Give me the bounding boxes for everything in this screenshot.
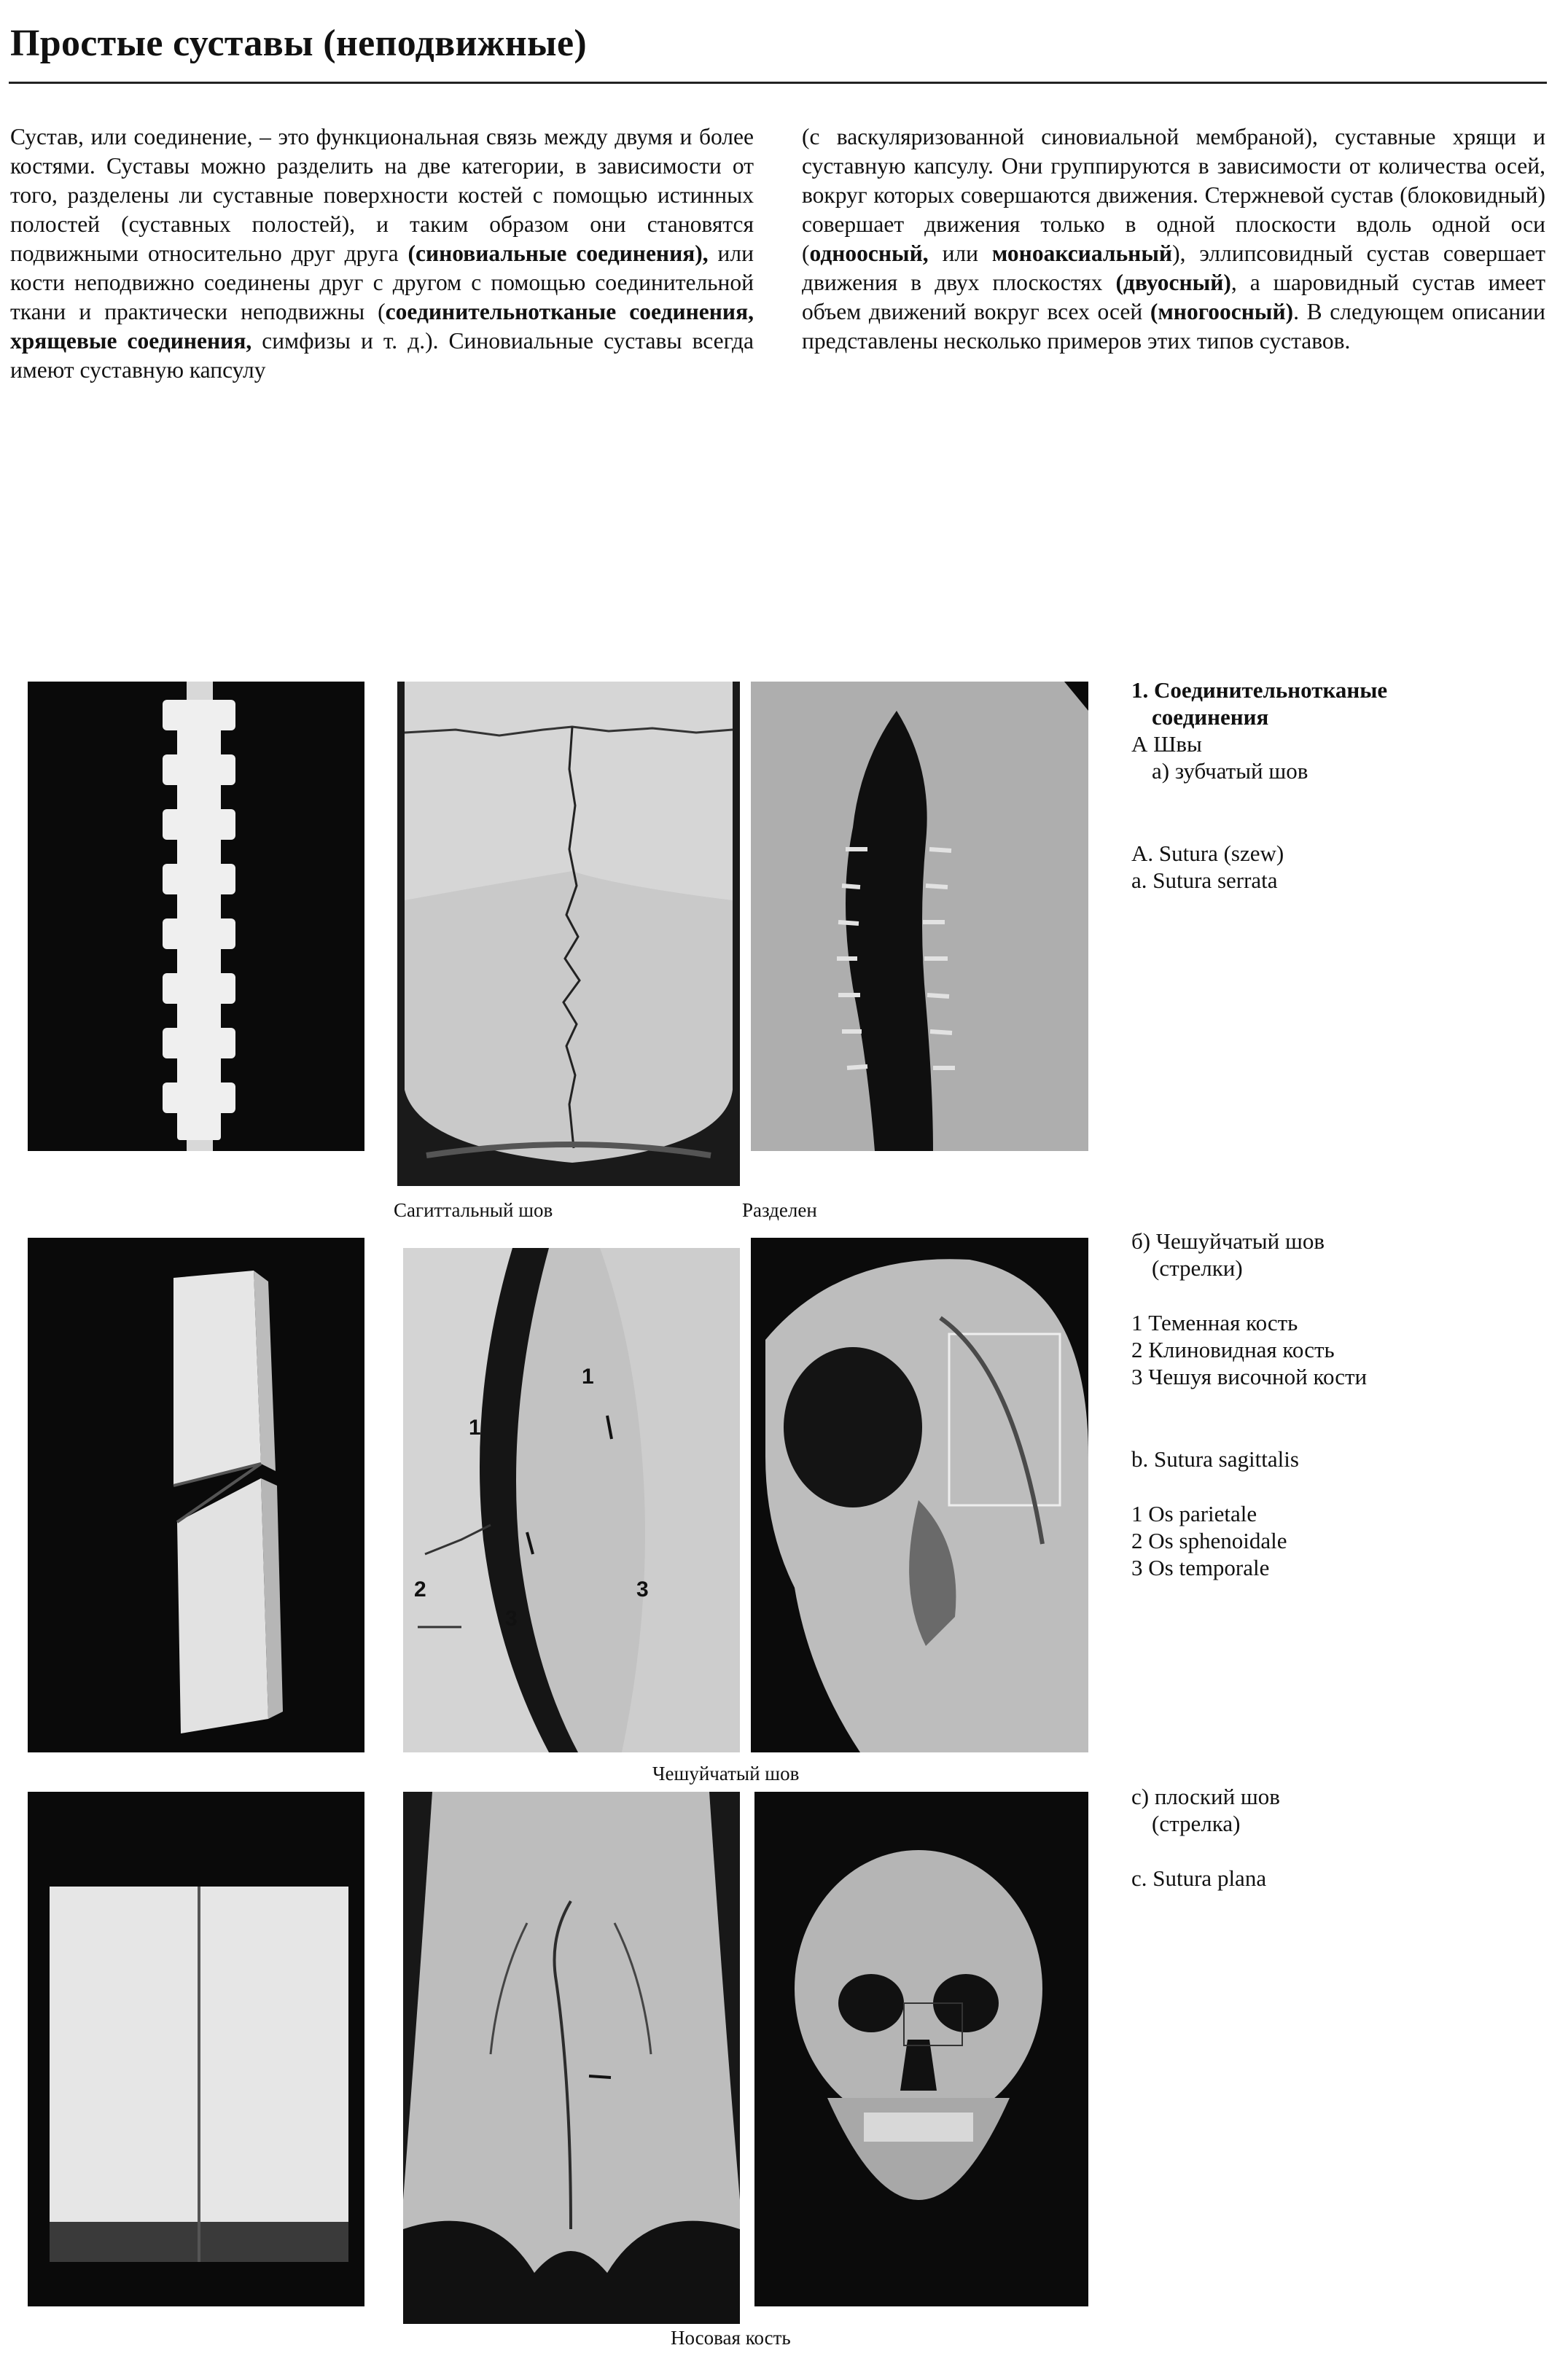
text-run: симфизы и т. д.). Синовиальные суставы всегда имеют суставную капсулу [10,328,754,383]
section-heading-cont: соединения [1152,704,1269,730]
text-run: , а шаровидный сустав имеет объем движений вокруг всех осей [802,270,1545,324]
list-item: 1 Теменная кость [1131,1310,1298,1335]
squamous-model-photo [28,1238,364,1752]
item-a-ru: А Швы [1131,731,1202,757]
intro-text-left [10,122,754,385]
bold-term: (многоосный) [1150,299,1294,324]
item-a-sub-lat: a. Sutura serrata [1131,867,1278,893]
label-1-right: 1 [582,1365,594,1389]
bold-term: моноаксиальный [991,241,1173,266]
intro-paragraph-right [802,122,1545,356]
label-1-left: 1 [469,1416,481,1440]
intro-text-right [802,122,1545,356]
list-item: 1 Os parietale [1131,1501,1257,1526]
bold-term: одноосный, [809,241,929,266]
item-b-ru-arrows: (стрелки) [1152,1255,1243,1281]
sagittal-suture-photo [397,682,740,1186]
caption-sagittal-suture: Сагиттальный шов [394,1199,553,1221]
plane-suture-model-photo [28,1792,364,2306]
item-a-lat: A. Sutura (szew) [1131,840,1284,866]
skull-frontal-photo [754,1792,1088,2306]
side-text-row3 [1131,1783,1540,1892]
text-run: (с васкуляризованной синовиальной мембраной), суставные хрящи и суставную капсулу. Они группируются в зависимости от количества осей, вокруг которых совершаются движения. Стержневой сустав (блоковидный) совершает движения только в одной плоскости вдоль одной оси ( [802,124,1545,266]
nasal-bone-photo [403,1792,740,2324]
side-text-row1 [1131,676,1540,894]
text-run: Сустав, или соединение, – это функциональная связь между двумя и более костями. Суставы можно разделить на две категории, в зависимости от того, разделены ли суставные поверхности костей с помощью истинных полостей (суставных полостей), и таким образом они становятся подвижными относительно друг друга [10,124,754,266]
item-c-lat: c. Sutura plana [1131,1865,1267,1891]
spine-model-photo [28,682,364,1151]
item-b-ru: б) Чешуйчатый шов [1131,1228,1325,1254]
list-item: 3 Os temporale [1131,1555,1270,1580]
text-run: или [928,241,992,266]
bold-term: (двуосный) [1115,270,1231,295]
list-item: 2 Клиновидная кость [1131,1337,1335,1362]
side-text-row2 [1131,1228,1540,1581]
item-a-sub-ru: а) зубчатый шов [1152,758,1308,784]
item-c-ru-arrow: (стрелка) [1152,1811,1241,1836]
caption-separated: Разделен [742,1199,817,1221]
item-c-ru: с) плоский шов [1131,1784,1280,1809]
text-run: ), эллипсовидный сустав совершает движения в двух плоскостях [802,241,1545,295]
intro-paragraph-left [10,122,754,385]
list-item: 2 Os sphenoidale [1131,1528,1287,1553]
caption-squamous-suture: Чешуйчатый шов [652,1763,800,1784]
caption-nasal-bone: Носовая кость [671,2327,791,2349]
title-divider [9,82,1547,84]
bold-term: (синовиальные соединения), [407,241,709,266]
label-3-left: 3 [505,1607,518,1631]
item-b-lat: b. Sutura sagittalis [1131,1446,1299,1472]
text-run: . В следующем описании представлены несколько примеров этих типов суставов. [802,299,1546,354]
separated-suture-photo [751,682,1088,1151]
list-item: 3 Чешуя височной кости [1131,1364,1368,1389]
squamous-suture-closeup-photo [403,1248,740,1752]
section-heading: 1. Соединительнотканые [1131,677,1388,703]
label-2: 2 [414,1577,426,1602]
skull-lateral-photo [751,1238,1088,1752]
text-run: или кости неподвижно соединены друг с другом с помощью соединительной ткани и практически неподвижны ( [10,241,754,324]
label-3-right: 3 [636,1577,649,1602]
page-title: Простые суставы (неподвижные) [10,23,587,64]
bold-term: соединительнотканые соединения, хрящевые соединения, [10,299,754,354]
